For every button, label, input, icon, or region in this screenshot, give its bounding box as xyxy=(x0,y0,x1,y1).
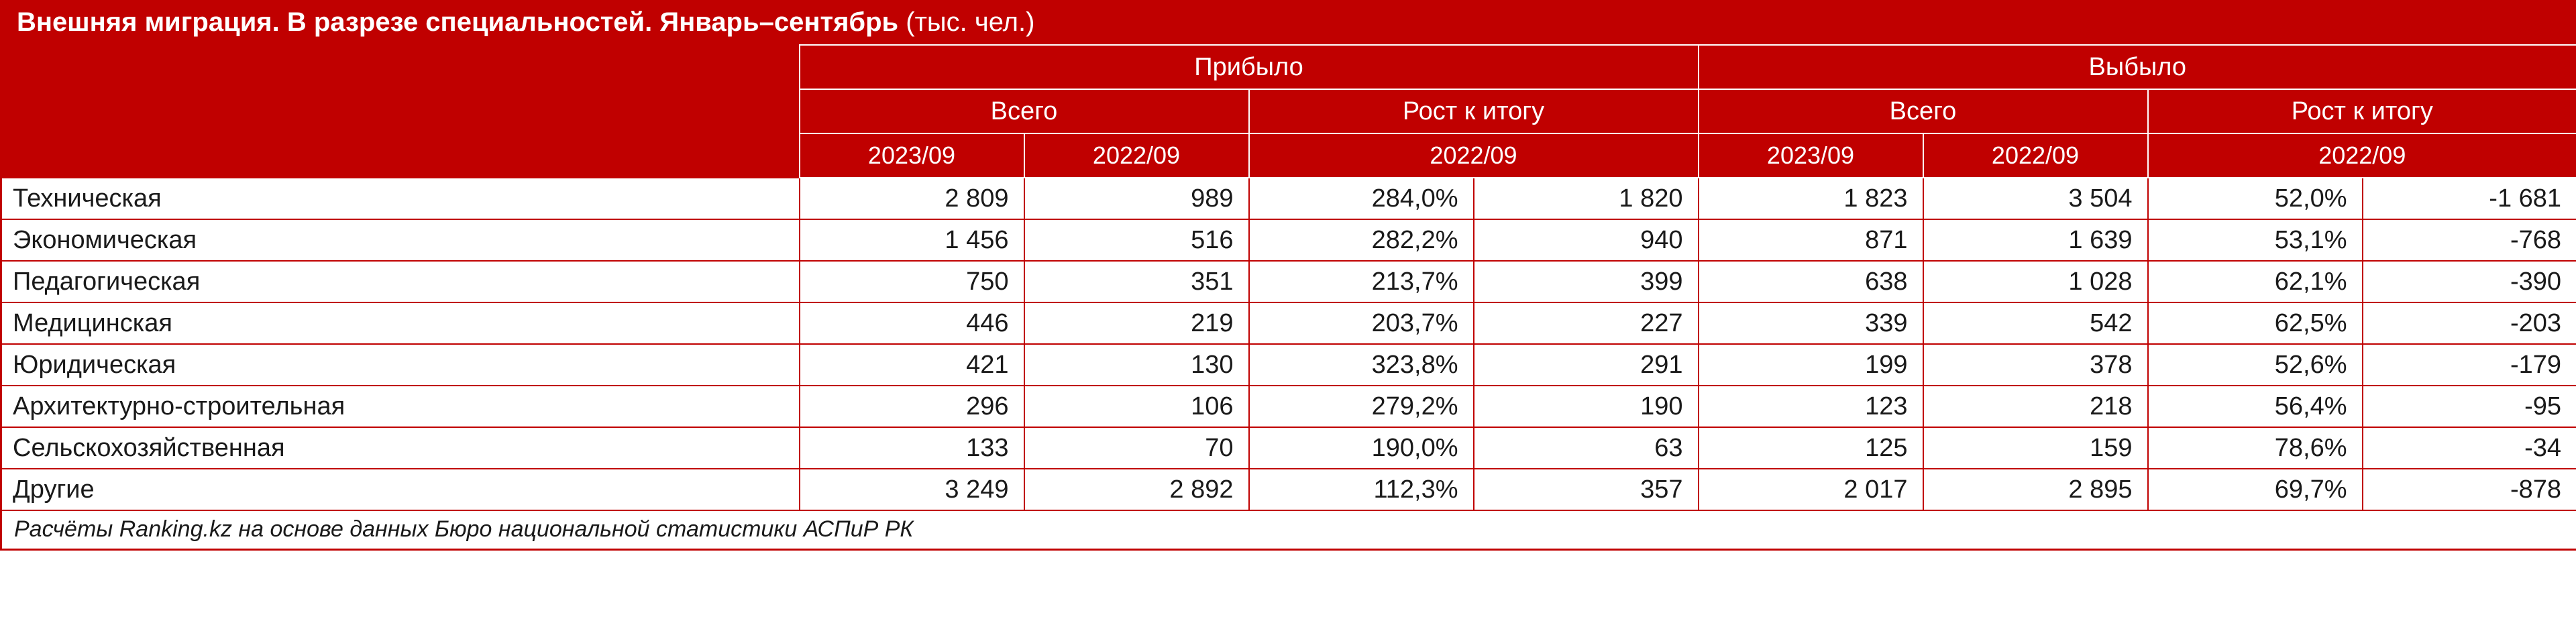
header-group-departed: Выбыло xyxy=(1699,45,2576,89)
table-row xyxy=(1,344,2576,386)
cell-departed-growth-abs: -179 xyxy=(2363,344,2576,386)
cell-departed-growth-abs: -34 xyxy=(2363,427,2576,469)
cell-arrived-2023: 446 xyxy=(800,302,1024,344)
cell-arrived-2023: 3 249 xyxy=(800,469,1024,510)
header-departed-total-2023: 2023/09 xyxy=(1699,133,1923,178)
row-label: Юридическая xyxy=(1,344,800,386)
cell-departed-growth-pct: 52,6% xyxy=(2148,344,2363,386)
cell-departed-growth-pct: 53,1% xyxy=(2148,219,2363,261)
cell-departed-growth-pct: 56,4% xyxy=(2148,386,2363,427)
cell-arrived-2023: 421 xyxy=(800,344,1024,386)
cell-arrived-growth-pct: 284,0% xyxy=(1249,178,1474,219)
header-arrived-total-2022: 2022/09 xyxy=(1024,133,1249,178)
cell-departed-growth-abs: -390 xyxy=(2363,261,2576,302)
cell-arrived-2023: 750 xyxy=(800,261,1024,302)
header-departed-total: Всего xyxy=(1699,89,2148,133)
header-arrived-growth: Рост к итогу xyxy=(1249,89,1699,133)
cell-departed-growth-pct: 62,5% xyxy=(2148,302,2363,344)
table-row xyxy=(1,178,2576,219)
cell-departed-2023: 2 017 xyxy=(1699,469,1923,510)
cell-arrived-growth-abs: 190 xyxy=(1474,386,1699,427)
cell-arrived-2022: 2 892 xyxy=(1024,469,1249,510)
cell-departed-growth-pct: 69,7% xyxy=(2148,469,2363,510)
cell-arrived-growth-pct: 112,3% xyxy=(1249,469,1474,510)
header-departed-growth-period: 2022/09 xyxy=(2148,133,2576,178)
cell-departed-2023: 871 xyxy=(1699,219,1923,261)
header-arrived-growth-period: 2022/09 xyxy=(1249,133,1699,178)
cell-departed-growth-abs: -878 xyxy=(2363,469,2576,510)
cell-arrived-growth-pct: 190,0% xyxy=(1249,427,1474,469)
cell-arrived-growth-abs: 291 xyxy=(1474,344,1699,386)
cell-departed-2023: 339 xyxy=(1699,302,1923,344)
cell-arrived-growth-abs: 357 xyxy=(1474,469,1699,510)
cell-arrived-growth-pct: 279,2% xyxy=(1249,386,1474,427)
row-label: Другие xyxy=(1,469,800,510)
cell-departed-2022: 159 xyxy=(1923,427,2148,469)
table-row xyxy=(1,427,2576,469)
page-title xyxy=(1,1,2576,46)
table-row xyxy=(1,219,2576,261)
cell-departed-growth-pct: 62,1% xyxy=(2148,261,2363,302)
header-departed-growth: Рост к итогу xyxy=(2148,89,2576,133)
cell-arrived-growth-abs: 940 xyxy=(1474,219,1699,261)
row-label: Медицинская xyxy=(1,302,800,344)
table-row xyxy=(1,261,2576,302)
cell-arrived-2023: 2 809 xyxy=(800,178,1024,219)
cell-departed-growth-abs: -95 xyxy=(2363,386,2576,427)
cell-departed-growth-abs: -768 xyxy=(2363,219,2576,261)
cell-departed-growth-pct: 78,6% xyxy=(2148,427,2363,469)
row-label: Сельскохозяйственная xyxy=(1,427,800,469)
cell-departed-2023: 199 xyxy=(1699,344,1923,386)
cell-departed-2022: 1 028 xyxy=(1923,261,2148,302)
cell-arrived-growth-abs: 227 xyxy=(1474,302,1699,344)
row-label: Архитектурно-строительная xyxy=(1,386,800,427)
cell-departed-2022: 2 895 xyxy=(1923,469,2148,510)
title-unit: (тыс. чел.) xyxy=(906,7,1035,37)
table-row xyxy=(1,469,2576,510)
row-label: Техническая xyxy=(1,178,800,219)
cell-departed-2022: 3 504 xyxy=(1923,178,2148,219)
cell-arrived-2022: 516 xyxy=(1024,219,1249,261)
cell-arrived-2022: 106 xyxy=(1024,386,1249,427)
title-main: Внешняя миграция. В разрезе специальностей. Январь–сентябрь xyxy=(17,7,899,37)
cell-departed-2023: 123 xyxy=(1699,386,1923,427)
cell-arrived-growth-abs: 399 xyxy=(1474,261,1699,302)
cell-departed-growth-abs: -203 xyxy=(2363,302,2576,344)
cell-departed-growth-abs: -1 681 xyxy=(2363,178,2576,219)
row-label: Педагогическая xyxy=(1,261,800,302)
cell-arrived-2022: 351 xyxy=(1024,261,1249,302)
cell-arrived-2022: 219 xyxy=(1024,302,1249,344)
cell-departed-2022: 542 xyxy=(1923,302,2148,344)
cell-arrived-growth-pct: 203,7% xyxy=(1249,302,1474,344)
title-row xyxy=(1,1,2576,46)
cell-arrived-2023: 133 xyxy=(800,427,1024,469)
header-group-row xyxy=(1,45,2576,89)
header-departed-total-2022: 2022/09 xyxy=(1923,133,2148,178)
header-group-arrived: Прибыло xyxy=(800,45,1699,89)
cell-arrived-2022: 130 xyxy=(1024,344,1249,386)
cell-arrived-2023: 296 xyxy=(800,386,1024,427)
cell-arrived-growth-pct: 282,2% xyxy=(1249,219,1474,261)
header-corner-blank xyxy=(1,45,800,178)
table-row xyxy=(1,302,2576,344)
table-row xyxy=(1,386,2576,427)
header-arrived-total: Всего xyxy=(800,89,1249,133)
source-note: Расчёты Ranking.kz на основе данных Бюро национальной статистики АСПиР РК xyxy=(1,510,2576,549)
cell-departed-2022: 378 xyxy=(1923,344,2148,386)
cell-arrived-2022: 70 xyxy=(1024,427,1249,469)
cell-departed-2023: 1 823 xyxy=(1699,178,1923,219)
cell-arrived-growth-pct: 213,7% xyxy=(1249,261,1474,302)
cell-departed-2023: 125 xyxy=(1699,427,1923,469)
cell-arrived-growth-pct: 323,8% xyxy=(1249,344,1474,386)
cell-departed-growth-pct: 52,0% xyxy=(2148,178,2363,219)
cell-departed-2023: 638 xyxy=(1699,261,1923,302)
cell-arrived-growth-abs: 1 820 xyxy=(1474,178,1699,219)
header-arrived-total-2023: 2023/09 xyxy=(800,133,1024,178)
cell-departed-2022: 218 xyxy=(1923,386,2148,427)
cell-arrived-2022: 989 xyxy=(1024,178,1249,219)
cell-arrived-2023: 1 456 xyxy=(800,219,1024,261)
footnote-row xyxy=(1,510,2576,549)
cell-departed-2022: 1 639 xyxy=(1923,219,2148,261)
row-label: Экономическая xyxy=(1,219,800,261)
cell-arrived-growth-abs: 63 xyxy=(1474,427,1699,469)
